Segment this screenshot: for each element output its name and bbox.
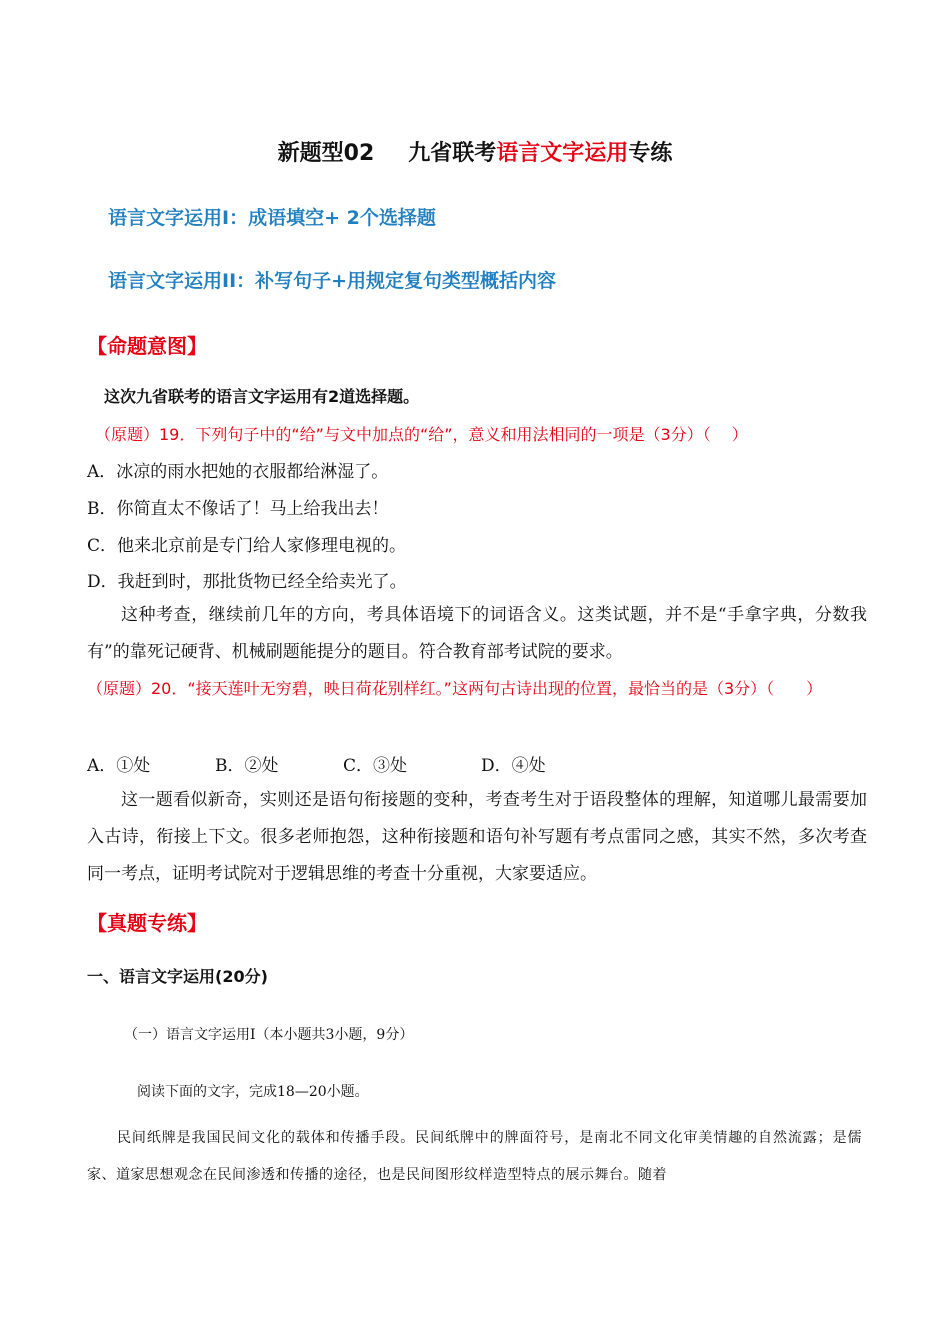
q19-option-a: A．冰凉的雨水把她的衣服都给淋湿了。 [87, 462, 389, 482]
q19-option-b: B．你简直太不像话了！马上给我出去！ [87, 499, 389, 519]
q20-stem: （原题）20．“接天莲叶无穷碧，映日荷花别样红。”这两句古诗出现的位置，最恰当的是（3分）（ ） [87, 679, 823, 698]
section-heading-practice: 【真题专练】 [87, 911, 207, 935]
analysis-paragraph-1: 这种考查，继续前几年的方向，考具体语境下的词语含义。这类试题，并不是“手拿字典，分数我有”的靠死记硬背、机械刷题能提分的题目。符合教育部考试院的要求。 [87, 605, 867, 662]
q20-options [87, 751, 546, 776]
analysis-paragraph-2: 这一题看似新奇，实则还是语句衔接题的变种，考查考生对于语段整体的理解，知道哪儿最需要加入古诗，衔接上下文。很多老师抱怨，这种衔接题和语句补写题有考点雷同之感，其实不然，多次考查同一考点，证明考试院对于逻辑思维的考查十分重视，大家要适应。 [87, 790, 867, 884]
page-title [0, 136, 950, 167]
subtitle-1: 语言文字运用Ⅰ：成语填空+ 2个选择题 [108, 207, 436, 229]
title-middle: 九省联考 [408, 141, 497, 166]
subtitle-2: 语言文字运用II：补写句子+用规定复句类型概括内容 [108, 270, 557, 292]
q20-option-b: B．②处 [215, 756, 279, 776]
q20-option-c: C．③处 [343, 756, 408, 776]
q19-option-d: D．我赶到时，那批货物已经全给卖光了。 [87, 572, 407, 592]
subpart-heading: （一）语言文字运用Ⅰ（本小题共3小题，9分） [124, 1027, 414, 1043]
intro-text: 这次九省联考的语言文字运用有2道选择题。 [104, 387, 420, 406]
q20-option-d: D．④处 [481, 756, 546, 776]
title-prefix: 新题型02 [277, 141, 375, 166]
reading-passage: 民间纸牌是我国民间文化的载体和传播手段。民间纸牌中的牌面符号，是南北不同文化审美情趣的自然流露；是儒家、道家思想观念在民间渗透和传播的途径，也是民间图形纹样造型特点的展示舞台。随着 [87, 1130, 862, 1183]
section-heading-intent: 【命题意图】 [87, 334, 207, 358]
q20-option-a: A．①处 [87, 756, 151, 776]
q19-stem: （原题）19．下列句子中的“给”与文中加点的“给”，意义和用法相同的一项是（3分）（ ） [95, 425, 748, 444]
reading-instruction: 阅读下面的文字，完成18—20小题。 [137, 1084, 369, 1100]
title-highlight: 语言文字运用 [496, 141, 629, 166]
part-heading: 一、语言文字运用(20分) [87, 967, 268, 986]
q19-option-c: C．他来北京前是专门给人家修理电视的。 [87, 536, 407, 556]
title-suffix: 专练 [628, 141, 673, 166]
